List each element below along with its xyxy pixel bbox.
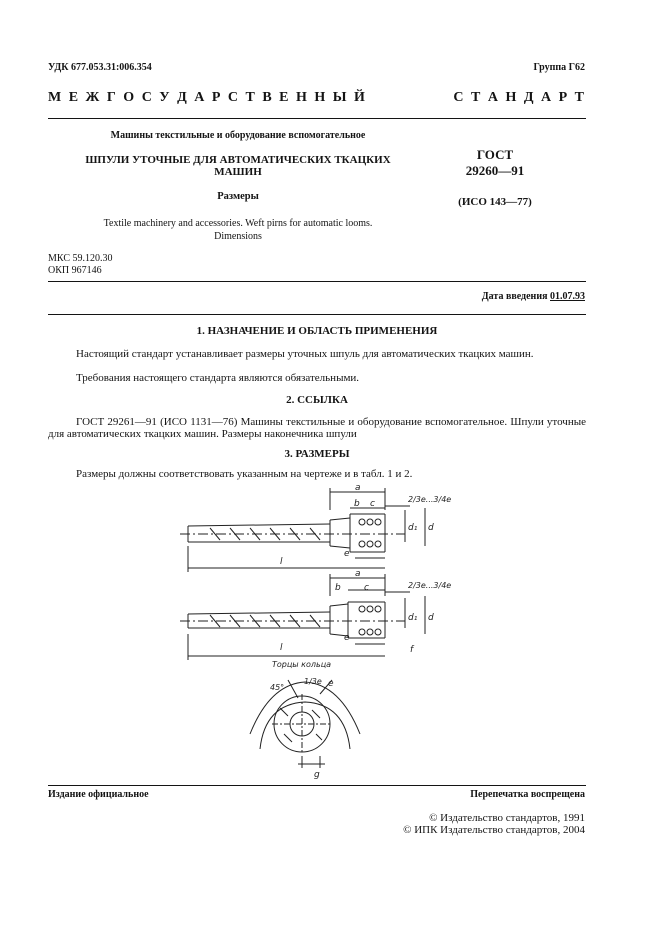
dim-d1-label-2: d₁ [408,613,418,623]
dim-b-label-1: b [354,499,360,509]
title-line-1: ШПУЛИ УТОЧНЫЕ ДЛЯ АВТОМАТИЧЕСКИХ ТКАЦКИХ [85,154,391,166]
banner-word-standard: С Т А Н Д А Р Т [453,90,586,105]
copyright-block [403,812,585,836]
dim-d-label-2: d [428,613,434,623]
intro-date [482,291,585,302]
date-rule [48,314,586,315]
document-subtitle: Размеры [217,191,259,202]
document-title [48,154,428,178]
dim-a-label-2: a [355,569,361,579]
pirn-view-1 [180,488,425,572]
iso-reference: (ИСО 143—77) [458,196,532,208]
ring-section-view [250,680,360,768]
dim-l-label-2: l [280,643,283,653]
gost-number-block [430,147,560,179]
dim-c-label-2: c [364,583,369,593]
english-title [48,217,428,243]
section-3-heading: 3. РАЗМЕРЫ [284,448,350,460]
dim-e-label-3: e [328,679,334,689]
dim-f-label: f [410,645,414,655]
group-code: Группа Г62 [533,62,585,73]
ratio-label-1: 2/3e...3/4e [408,495,452,504]
pirn-view-2 [180,574,425,660]
standard-banner [48,90,586,106]
mks-code: МКС 59.120.30 [48,253,113,264]
dim-e-label-1: e [344,549,350,559]
title-line-2: МАШИН [214,166,262,178]
third-e-label: 1/3e [304,677,322,686]
section-1-heading: 1. НАЗНАЧЕНИЕ И ОБЛАСТЬ ПРИМЕНЕНИЯ [196,325,438,337]
english-line-2: Dimensions [214,231,262,242]
ratio-label-2: 2/3e...3/4e [408,581,452,590]
footer-rule [48,785,586,786]
classification-codes [48,253,112,277]
udc-code: УДК 677.053.31:006.354 [48,62,152,73]
section-1-paragraph-2: Требования настоящего стандарта являются обязательными. [76,372,360,384]
section-2-paragraph: ГОСТ 29261—91 (ИСО 1131—76) Машины текстильные и оборудование вспомогательное. Шпули уточные для автоматических ткацких машин. Размеры наконечника шпули [48,416,586,440]
dim-c-label-1: c [370,499,375,509]
dim-l-label-1: l [280,557,283,567]
section-3-paragraph: Размеры должны соответствовать указанным на чертеже и в табл. 1 и 2. [76,468,413,480]
official-edition: Издание официальное [48,789,149,800]
dim-e-label-2: e [344,633,350,643]
pirn-drawing [180,484,600,784]
banner-word-interstate: М Е Ж Г О С У Д А Р С Т В Е Н Н Ы Й [48,90,367,105]
gost-label: ГОСТ [476,147,514,162]
okp-code: ОКП 967146 [48,265,102,276]
gost-number: 29260—91 [465,163,525,178]
category-text: Машины текстильные и оборудование вспомогательное [110,130,366,141]
section-2-heading: 2. ССЫЛКА [286,394,348,406]
copyright-1991: © Издательство стандартов, 1991 [429,812,585,824]
dim-b-label-2: b [335,583,341,593]
dim-g-label: g [314,770,320,780]
codes-rule [48,281,586,282]
english-line-1: Textile machinery and accessories. Weft pirns for automatic looms. [103,218,373,229]
ring-ends-label: Торцы кольца [272,660,332,669]
reprint-notice: Перепечатка воспрещена [470,789,585,800]
intro-date-value: 01.07.93 [550,291,585,302]
intro-date-label: Дата введения [481,291,548,302]
copyright-2004: © ИПК Издательство стандартов, 2004 [403,824,585,836]
angle-label: 45° [270,683,285,692]
dim-d1-label-1: d₁ [408,523,418,533]
dim-d-label-1: d [428,523,434,533]
header-rule [48,118,586,119]
section-1-paragraph-1: Настоящий стандарт устанавливает размеры уточных шпуль для автоматических ткацких машин. [76,348,534,360]
dim-a-label-1: a [355,484,361,493]
